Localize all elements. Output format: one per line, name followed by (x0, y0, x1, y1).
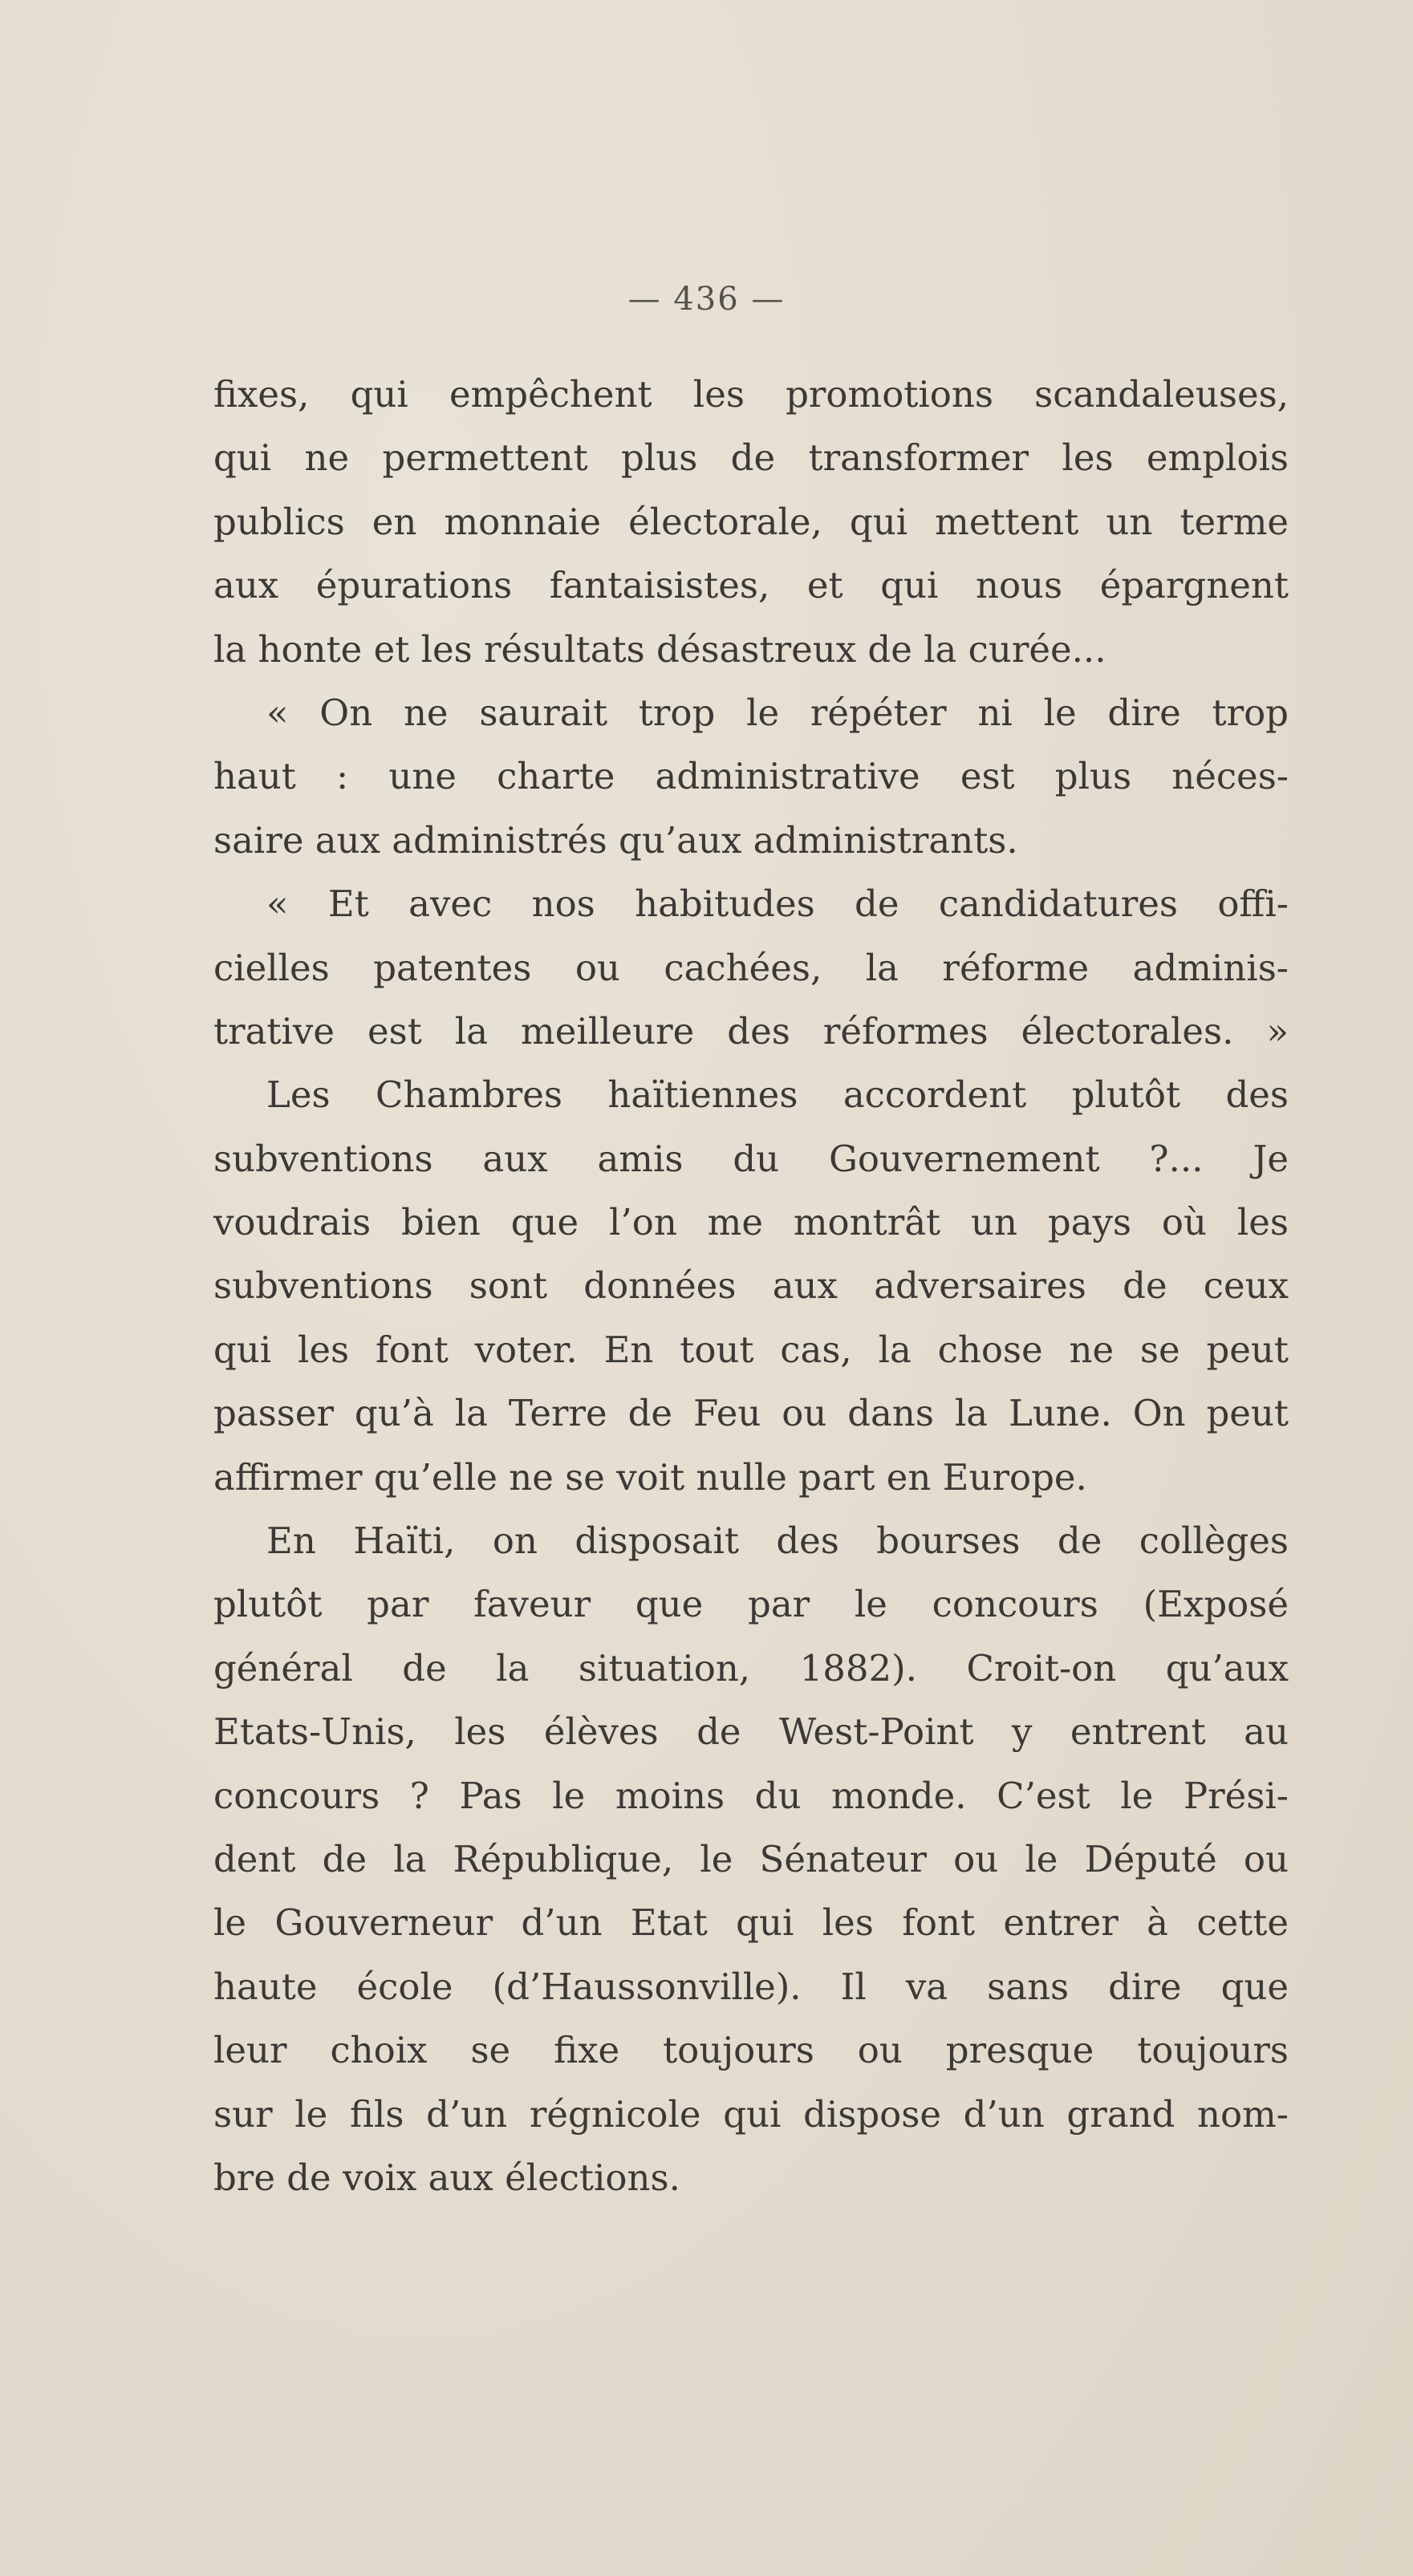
text-line: bre de voix aux élections. (213, 2156, 680, 2199)
text-line: trative est la meilleure des réformes électorales. » (213, 1009, 1289, 1053)
text-line: concours ? Pas le moins du monde. C’est le Prési- (213, 1774, 1289, 1817)
text-line: subventions aux amis du Gouvernement ?... Je (213, 1137, 1289, 1180)
text-line: dent de la République, le Sénateur ou le Député ou (213, 1837, 1289, 1880)
text-line: voudrais bien que l’on me montrât un pays où les (213, 1201, 1289, 1244)
body-text (213, 363, 1289, 2209)
text-line: cielles patentes ou cachées, la réforme adminis- (213, 946, 1289, 989)
text-line: qui ne permettent plus de transformer les emplois (213, 436, 1289, 480)
text-line: « On ne saurait trop le répéter ni le dire trop (266, 691, 1289, 734)
text-line: Les Chambres haïtiennes accordent plutôt des (266, 1073, 1289, 1117)
text-line: En Haïti, on disposait des bourses de collèges (266, 1519, 1289, 1563)
text-line: fixes, qui empêchent les promotions scandaleuses, (213, 373, 1289, 416)
text-line: la honte et les résultats désastreux de la curée... (213, 627, 1106, 671)
text-line: « Et avec nos habitudes de candidatures offi- (266, 882, 1289, 926)
text-line: haut : une charte administrative est plus néces- (213, 755, 1289, 798)
text-line: affirmer qu’elle ne se voit nulle part en Europe. (213, 1455, 1087, 1499)
text-line: passer qu’à la Terre de Feu ou dans la Lune. On peut (213, 1392, 1289, 1435)
text-line: le Gouverneur d’un Etat qui les font entrer à cette (213, 1901, 1289, 1945)
text-line: leur choix se fixe toujours ou presque toujours (213, 2029, 1289, 2072)
text-line: saire aux administrés qu’aux administrants. (213, 818, 1018, 862)
text-line: plutôt par faveur que par le concours (Exposé (213, 1583, 1289, 1626)
text-line: général de la situation, 1882). Croit-on qu’aux (213, 1646, 1289, 1690)
text-line: qui les font voter. En tout cas, la chose ne se peut (213, 1328, 1289, 1371)
text-line: aux épurations fantaisistes, et qui nous épargnent (213, 564, 1289, 607)
text-line: Etats-Unis, les élèves de West-Point y entrent au (213, 1710, 1289, 1754)
text-line: publics en monnaie électorale, qui mettent un terme (213, 500, 1289, 543)
text-line: subventions sont données aux adversaires de ceux (213, 1264, 1289, 1308)
text-line: sur le fils d’un régnicole qui dispose d’un grand nom- (213, 2092, 1289, 2136)
text-line: haute école (d’Haussonville). Il va sans dire que (213, 1965, 1289, 2008)
page-number: — 436 — (627, 281, 786, 318)
